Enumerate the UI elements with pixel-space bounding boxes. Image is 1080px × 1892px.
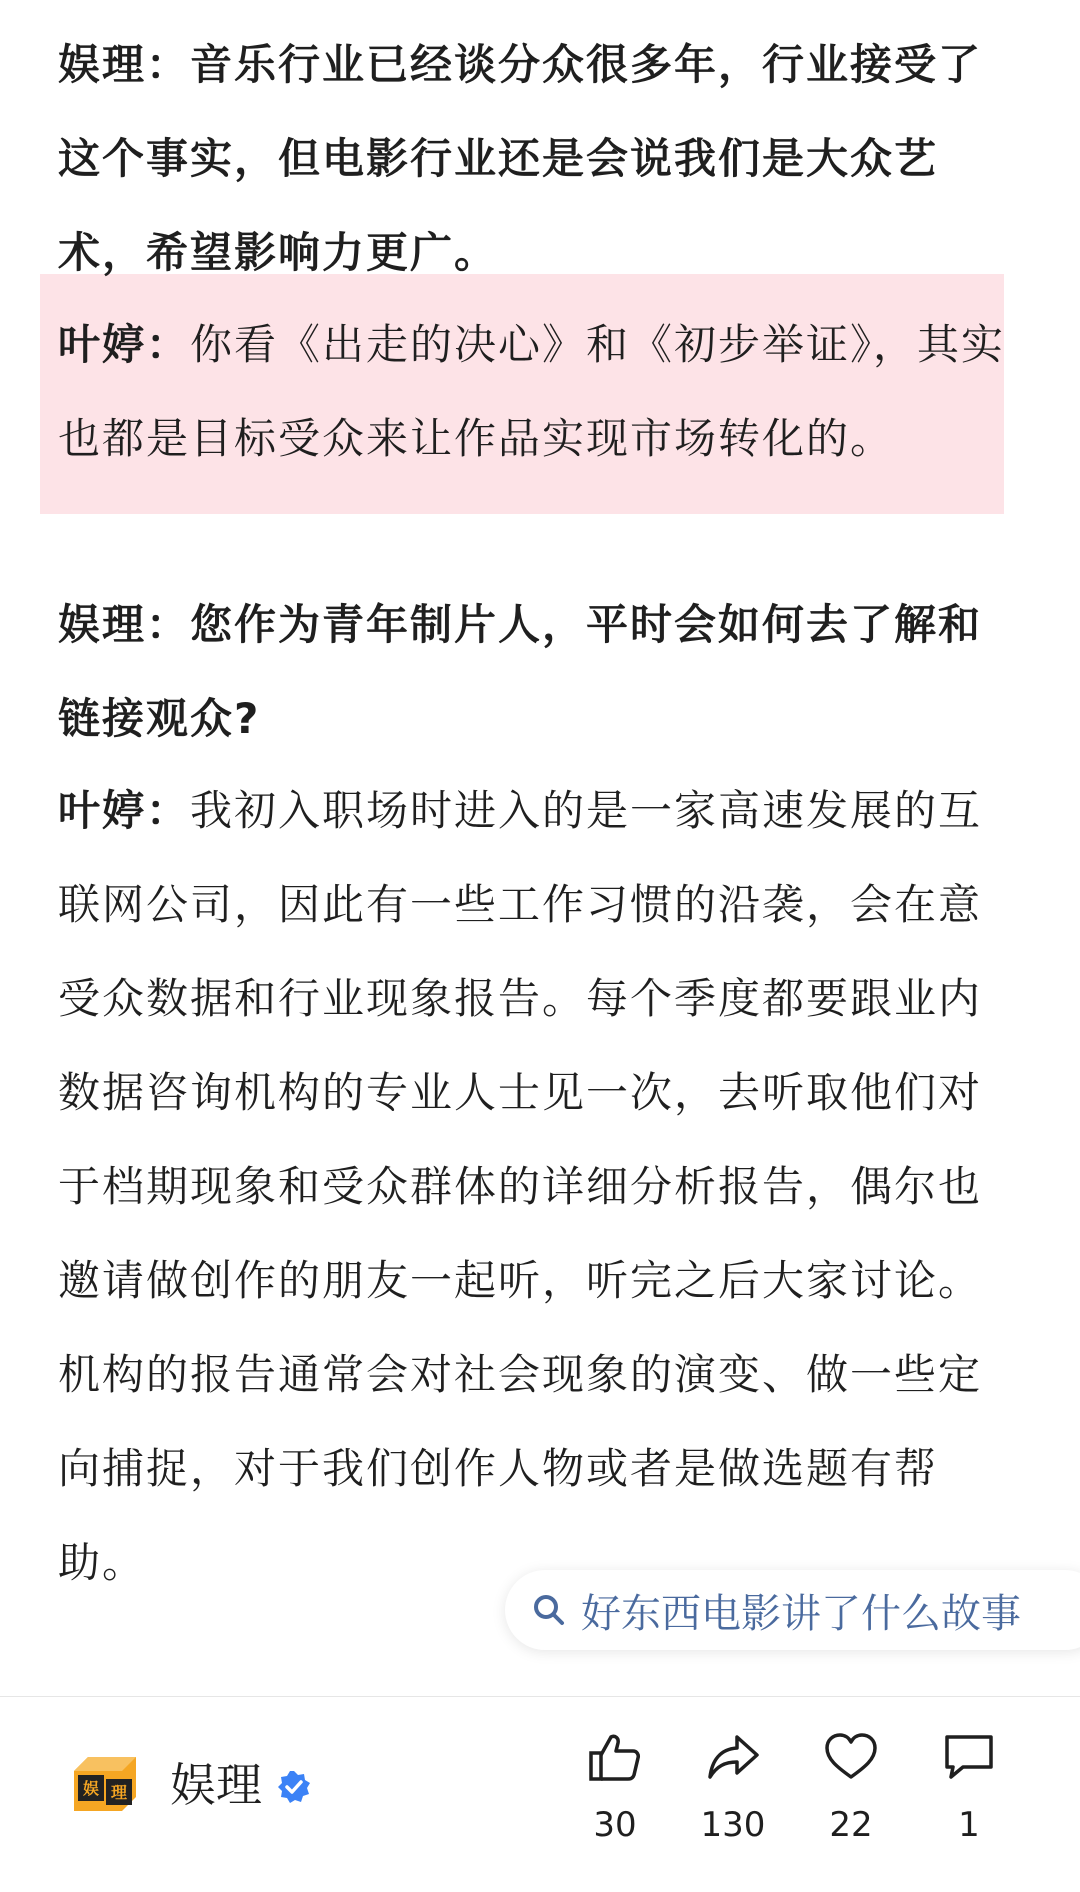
comment-count: 1 (958, 1805, 980, 1845)
author-name[interactable]: 娱理 (170, 1758, 262, 1812)
favorite-count: 22 (829, 1805, 873, 1845)
question-text: 您作为青年制片人，平时会如何去了解和链接观众? (58, 600, 983, 743)
interview-answer-1 (58, 298, 1018, 486)
interview-question-1 (58, 18, 1018, 300)
repost-count: 130 (700, 1805, 766, 1845)
share-arrow-icon (678, 1727, 788, 1787)
avatar-letter-1: 娱 (82, 1779, 100, 1798)
comment-action[interactable] (914, 1727, 1024, 1845)
like-count: 30 (593, 1805, 637, 1845)
related-search-pill[interactable] (505, 1570, 1080, 1650)
answer-text: 你看《出走的决心》和《初步举证》，其实也都是目标受众来让作品实现市场转化的。 (58, 320, 1006, 463)
answer-text: 我初入职场时进入的是一家高速发展的互联网公司，因此有一些工作习惯的沿袭，会在意受众数据和行业现象报告。每个季度都要跟业内数据咨询机构的专业人士见一次，去听取他们对于档期现象和受众群体的详细分析报告，偶尔也邀请做创作的朋友一起听，听完之后大家讨论。机构的报告通常会对社会现象的演变、做一些定向捕捉，对于我们创作人物或者是做选题有帮助。 (58, 786, 983, 1587)
search-query: 好东西电影讲了什么故事 (581, 1590, 1021, 1637)
avatar-letter-2: 理 (110, 1783, 128, 1802)
interview-question-2 (58, 578, 1018, 766)
search-icon (529, 1590, 569, 1630)
speaker-label: 叶婷： (58, 786, 191, 835)
post-footer (0, 1697, 1080, 1892)
favorite-action[interactable] (796, 1727, 906, 1845)
verified-badge-icon (276, 1769, 312, 1805)
thumbs-up-icon (560, 1727, 670, 1787)
question-text: 音乐行业已经谈分众很多年，行业接受了这个事实，但电影行业还是会说我们是大众艺术，希望影响力更广。 (58, 40, 983, 277)
avatar[interactable] (70, 1749, 140, 1819)
speaker-label: 叶婷： (58, 320, 191, 369)
speaker-label: 娱理： (58, 600, 191, 649)
like-action[interactable] (560, 1727, 670, 1845)
interview-answer-2 (58, 764, 1018, 1610)
repost-action[interactable] (678, 1727, 788, 1845)
heart-icon (796, 1727, 906, 1787)
speaker-label: 娱理： (58, 40, 191, 89)
comment-bubble-icon (914, 1727, 1024, 1787)
